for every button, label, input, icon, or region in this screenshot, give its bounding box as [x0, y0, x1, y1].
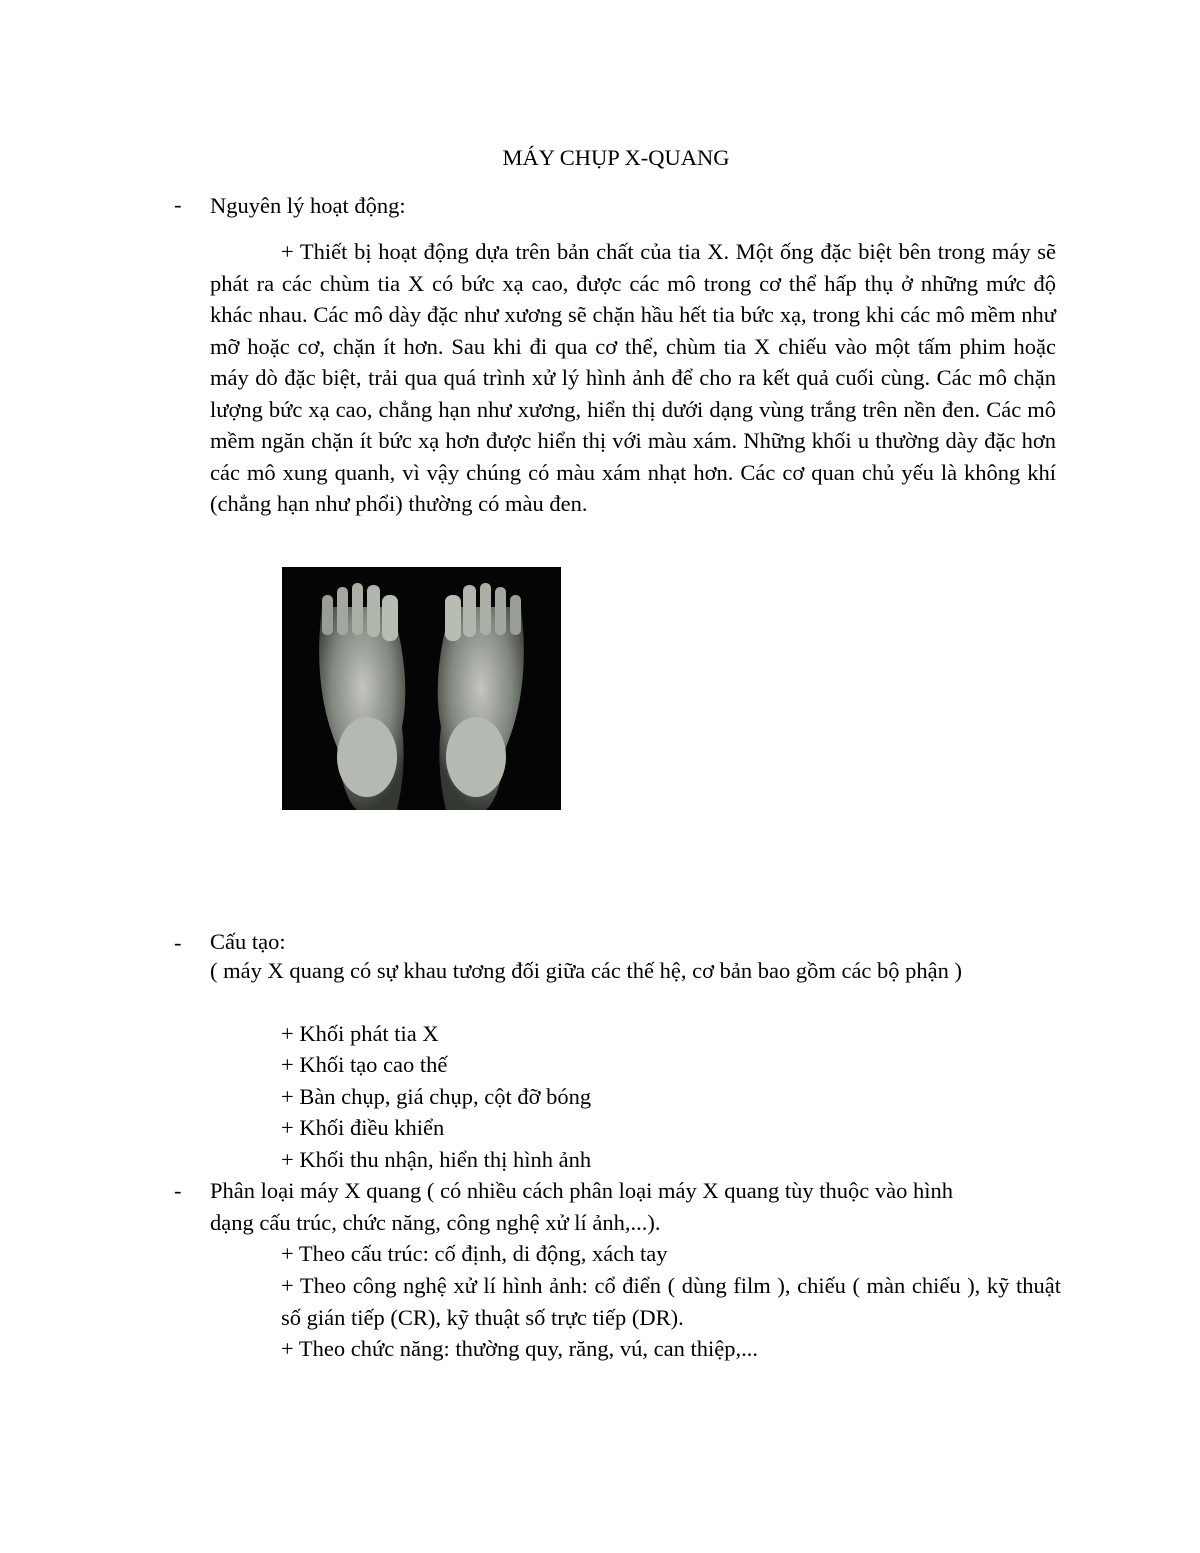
list-item: + Theo chức năng: thường quy, răng, vú, can thiệp,... — [281, 1336, 758, 1361]
list-item: + Theo cấu trúc: cố định, di động, xách tay — [281, 1241, 668, 1266]
list-item: + Theo công nghệ xử lí hình ảnh: cổ điển ( dùng film ), chiếu ( màn chiếu ), kỹ thuật số gián tiếp (CR), kỹ thuật số trực tiếp (DR). — [281, 1273, 1061, 1330]
list-item: + Khối thu nhận, hiển thị hình ảnh — [281, 1147, 592, 1172]
section-heading-classification-cont: dạng cấu trúc, chức năng, công nghệ xử lí ảnh,...). — [210, 1210, 661, 1235]
section-heading-classification: Phân loại máy X quang ( có nhiều cách phân loại máy X quang tùy thuộc vào hình — [210, 1178, 953, 1203]
principle-paragraph: + Thiết bị hoạt động dựa trên bản chất của tia X. Một ống đặc biệt bên trong máy sẽ phát ra các chùm tia X có bức xạ cao, được các mô trong cơ thể hấp thụ ở những mức độ khác nhau. Các mô dày đặc như xương sẽ chặn hầu hết tia bức xạ, trong khi các mô mềm như mỡ hoặc cơ, chặn ít hơn. Sau khi đi qua cơ thể, chùm tia X chiếu vào một tấm phim hoặc máy dò đặc biệt, trải qua quá trình xử lý hình ảnh để cho ra kết quả cuối cùng. Các mô chặn lượng bức xạ cao, chẳng hạn như xương, hiển thị dưới dạng vùng trắng trên nền đen. Các mô mềm ngăn chặn ít bức xạ hơn được hiển thị với màu xám. Những khối u thường dày đặc hơn các mô xung quanh, vì vậy chúng có màu xám nhạt hơn. Các cơ quan chủ yếu là không khí (chẳng hạn như phổi) thường có màu đen. — [210, 239, 1056, 516]
section-heading-principle: Nguyên lý hoạt động: — [210, 193, 406, 218]
bullet-dash: - — [174, 192, 182, 217]
list-item: + Khối phát tia X — [281, 1021, 439, 1046]
bullet-dash: - — [174, 1178, 182, 1203]
bullet-dash: - — [174, 930, 182, 955]
document-title: MÁY CHỤP X-QUANG — [502, 145, 730, 170]
list-item: + Khối tạo cao thế — [281, 1052, 448, 1077]
foot-xray-image — [282, 567, 561, 810]
section-heading-structure: Cấu tạo: — [210, 929, 286, 954]
structure-note: ( máy X quang có sự khau tương đối giữa các thế hệ, cơ bản bao gồm các bộ phận ) — [210, 958, 963, 983]
list-item: + Bàn chụp, giá chụp, cột đỡ bóng — [281, 1084, 592, 1109]
list-item: + Khối điều khiển — [281, 1115, 445, 1140]
